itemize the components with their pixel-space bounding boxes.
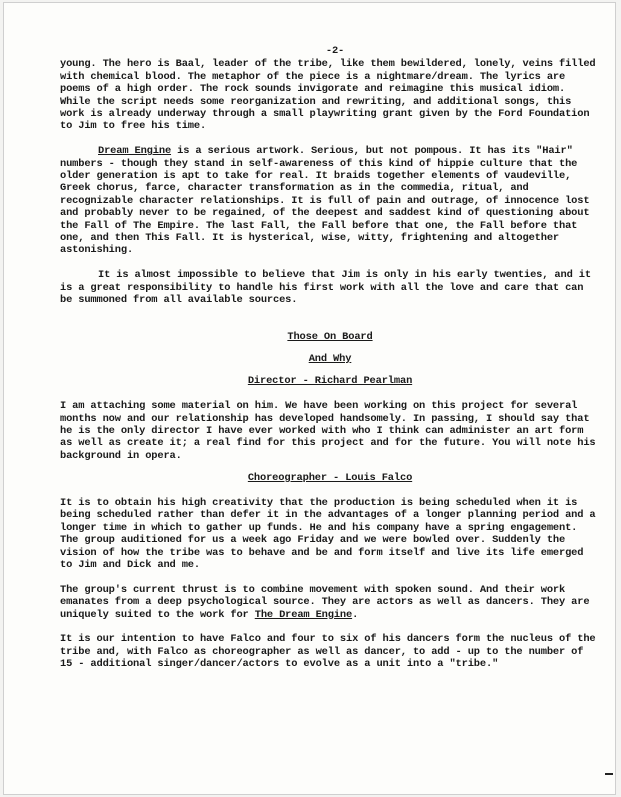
- heading-those-on-board: Those On Board: [287, 330, 373, 343]
- heading-director: Director - Richard Pearlman: [247, 375, 413, 388]
- heading-choreographer: Choreographer - Louis Falco: [247, 472, 413, 485]
- paragraph-jim-age: It is almost impossible to believe that Jim is only in his early twenties, and it is a great responsibility to handle his first work with all the love and care that can be summoned from all available sources.: [60, 269, 591, 307]
- page-number: -2-: [325, 45, 345, 57]
- title-dream-engine: Dream Engine: [98, 145, 172, 158]
- paragraph-director: I am attaching some material on him. We have been working on this project for several months now and our relationship has developed handsomely. In passing, I should say that he is the only director I have ever worked with who I think can administer an art form as well as create it; a real find for this project and for the future. You will note his background in opera.: [60, 400, 596, 462]
- paragraph-tribe: It is our intention to have Falco and four to six of his dancers form the nucleus of the tribe and, with Falco as choreographer as well as dancer, to add - up to the number of 15 - additional singer/dancer/actors to evolve as a unit into a "tribe.": [60, 633, 596, 671]
- heading-and-why: And Why: [308, 352, 352, 365]
- title-the-dream-engine: The Dream Engine: [254, 608, 353, 621]
- paragraph-hero: young. The hero is Baal, leader of the tribe, like them bewildered, lonely, veins filled with chemical blood. The metaphor of the piece is a nightmare/dream. The lyrics are poems of a high order. The rock sounds invigorate and reimagine this musical idiom. While the script needs some reorganization and rewriting, and additional songs, this work is already underway through a small playwriting grant given by the Ford Foundation to Jim to free his time.: [60, 58, 596, 133]
- paragraph-creativity: It is to obtain his high creativity that the production is being scheduled when it is being scheduled rather than defer it in the advantages of a longer planning period and a longer time in which to gather up funds. He and his company have a spring engagement. The group auditioned for us a week ago Friday and we were bowled over. Suddenly the vision of how the tribe was to behave and be and form itself and live its life emerged to Jim and Dick and me.: [60, 496, 596, 571]
- paragraph-dream-engine: Dream Engine is a serious artwork. Serious, but not pompous. It has its "Hair" numbers - though they stand in self-awareness of this kind of hippie culture that the older generation is apt to take for real. It braids together elements of vaudeville, Greek chorus, farce, character transformation as in the commedia, ritual, and recognizable character relationships. It is full of pain and outrage, of innocence lost and probably never to be regained, of the deepest and saddest kind of questioning about the Fall of The Empire. The last Fall, the Fall before that one, the Fall before that one, and then This Fall. It is hysterical, wise, witty, frightening and altogether astonishing.: [60, 145, 590, 257]
- document-body: [60, 45, 600, 671]
- document-page: [3, 2, 616, 795]
- edge-mark: [605, 773, 613, 775]
- paragraph-group-thrust: The group's current thrust is to combine movement with spoken sound. And their work emanates from a deep psychological source. They are actors as well as dancers. They are uniquely suited to the work for The Dream Engine.: [60, 583, 590, 621]
